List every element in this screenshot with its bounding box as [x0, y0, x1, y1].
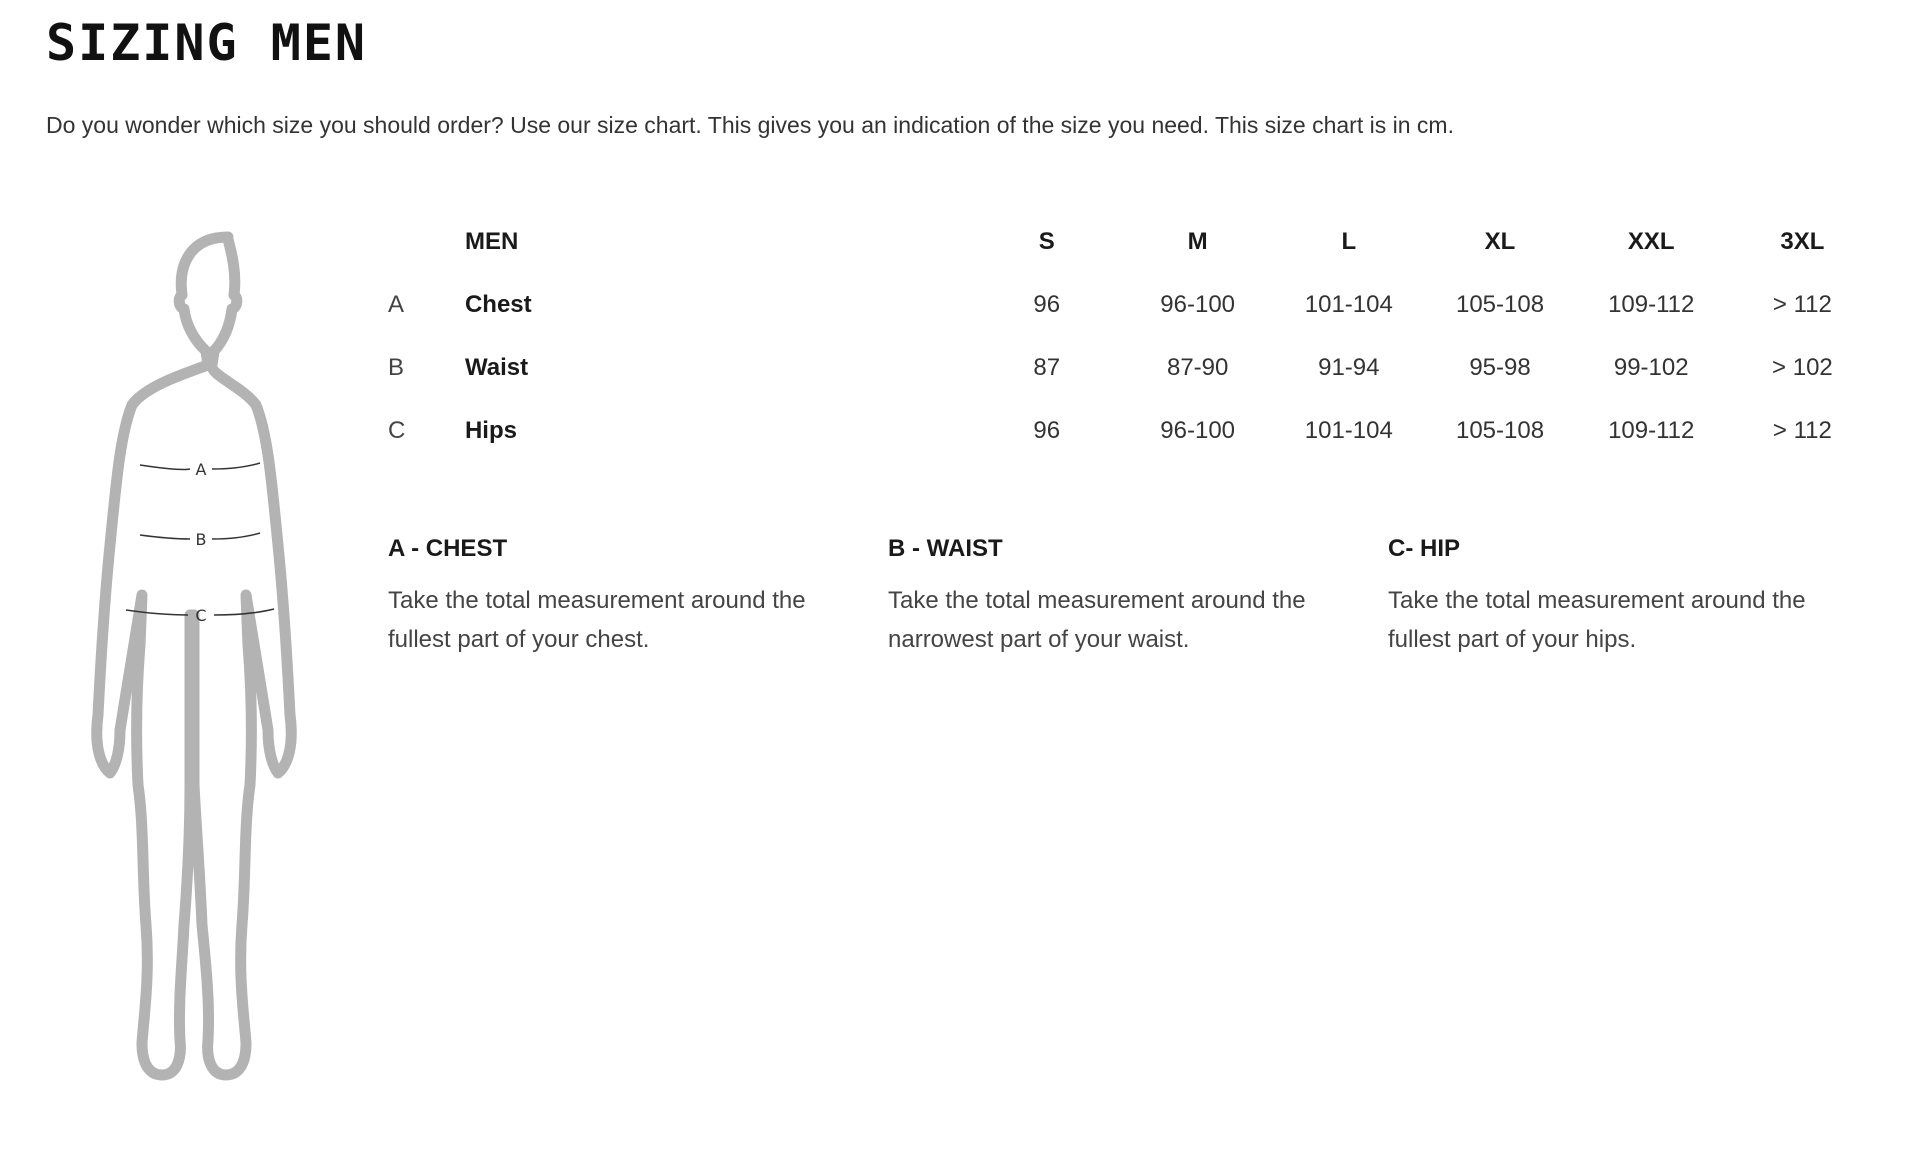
cell-value: 99-102	[1613, 353, 1689, 381]
cell-value: 109-112	[1608, 416, 1695, 444]
header-empty	[388, 210, 465, 273]
cell-value: 96	[1033, 290, 1061, 318]
body-outline-icon	[60, 225, 340, 1105]
header-size-3xl: 3XL	[1780, 227, 1825, 255]
note-text: Take the total measurement around the narrowest part of your waist.	[888, 587, 1306, 653]
row-letter: B	[388, 353, 405, 381]
cell-value: 101-104	[1304, 416, 1393, 444]
cell-value: 101-104	[1304, 290, 1393, 318]
page-title: SIZING MEN	[46, 14, 368, 72]
cell-value: 109-112	[1608, 290, 1695, 318]
row-label: Chest	[464, 290, 532, 318]
cell-value: 87	[1033, 353, 1061, 381]
size-header-row	[388, 210, 1878, 273]
note-title: A - CHEST	[388, 535, 508, 562]
table-row-chest	[388, 273, 1878, 336]
header-size-xl: XL	[1484, 227, 1516, 255]
marker-b: B	[195, 530, 207, 549]
cell-value: > 112	[1772, 290, 1832, 318]
cell-value: 91-94	[1318, 353, 1380, 381]
cell-value: 96	[1033, 416, 1061, 444]
table-row-waist	[388, 336, 1878, 399]
body-figure	[60, 225, 340, 1105]
header-size-xxl: XXL	[1627, 227, 1675, 255]
size-table	[388, 210, 1878, 462]
note-text: Take the total measurement around the fullest part of your chest.	[388, 587, 806, 653]
row-letter: A	[388, 290, 405, 318]
row-label: Hips	[464, 416, 517, 444]
cell-value: 105-108	[1455, 290, 1545, 318]
header-men: MEN	[464, 227, 519, 255]
note-title: C- HIP	[1388, 535, 1460, 562]
header-size-m: M	[1187, 227, 1208, 255]
intro-text: Do you wonder which size you should order? Use our size chart. This gives you an indication of the size you need. This size chart is in cm.	[46, 112, 1454, 138]
note-text: Take the total measurement around the fullest part of your hips.	[1388, 587, 1806, 653]
cell-value: > 112	[1772, 416, 1832, 444]
note-hip	[1388, 535, 1888, 659]
measurement-notes	[388, 535, 1888, 659]
cell-value: 105-108	[1455, 416, 1545, 444]
marker-a: A	[195, 460, 207, 479]
note-chest	[388, 535, 888, 659]
marker-c: C	[195, 606, 207, 625]
cell-value: > 102	[1772, 353, 1833, 381]
note-waist	[888, 535, 1388, 659]
cell-value: 96-100	[1160, 416, 1236, 444]
header-size-l: L	[1341, 227, 1357, 255]
note-title: B - WAIST	[888, 535, 1003, 562]
cell-value: 95-98	[1469, 353, 1531, 381]
row-letter: C	[388, 416, 406, 444]
row-label: Waist	[464, 353, 529, 381]
cell-value: 87-90	[1166, 353, 1229, 381]
table-row-hips	[388, 399, 1878, 462]
header-size-s: S	[1038, 227, 1055, 255]
cell-value: 96-100	[1160, 290, 1236, 318]
